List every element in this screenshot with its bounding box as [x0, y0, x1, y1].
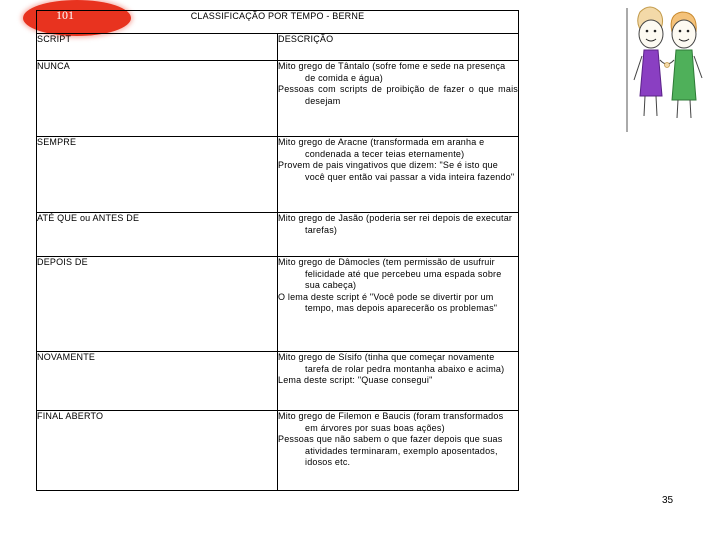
table-header-row — [37, 34, 519, 61]
table-row — [37, 61, 519, 137]
description-cell — [278, 213, 519, 257]
description-line: Pessoas com scripts de proibição de fazer o que mais desejam — [278, 84, 518, 106]
table-row — [37, 257, 519, 352]
header-descricao: DESCRIÇÃO — [278, 34, 519, 61]
description-line: Mito grego de Filemon e Baucis (foram transformados em árvores por suas boas ações) — [278, 411, 504, 433]
table-row — [37, 352, 519, 411]
description-line: Mito grego de Dâmocles (tem permissão de usufruir felicidade até que percebeu uma espada sobre sua cabeça) — [278, 257, 502, 291]
table-title-row — [37, 11, 519, 34]
description-cell — [278, 352, 519, 411]
table-row — [37, 411, 519, 491]
berne-classification-table — [36, 10, 519, 491]
script-cell: FINAL ABERTO — [37, 411, 278, 491]
description-cell — [278, 411, 519, 491]
description-cell — [278, 137, 519, 213]
script-cell: NUNCA — [37, 61, 278, 137]
table-row — [37, 137, 519, 213]
description-line: Lema deste script: "Quase consegui" — [278, 375, 433, 386]
script-cell: NOVAMENTE — [37, 352, 278, 411]
description-line: Mito grego de Tântalo (sofre fome e sede na presença de comida e água) — [278, 61, 506, 83]
table-title: CLASSIFICAÇÃO POR TEMPO - BERNE — [37, 11, 519, 34]
description-line: Mito grego de Sísifo (tinha que começar novamente tarefa de rolar pedra montanha abaixo e acima) — [278, 352, 505, 374]
description-cell — [278, 61, 519, 137]
description-line: Pessoas que não sabem o que fazer depois que suas atividades terminaram, exemplo aposentados, idosos etc. — [278, 434, 503, 468]
script-cell: SEMPRE — [37, 137, 278, 213]
script-cell: DEPOIS DE — [37, 257, 278, 352]
description-line: O lema deste script é "Você pode se divertir por um tempo, mas depois aparecerão os problemas" — [278, 291, 498, 314]
description-line: Mito grego de Aracne (transformada em aranha e condenada a tecer teias eternamente) — [278, 137, 485, 159]
header-script: SCRIPT — [37, 34, 278, 61]
slide-number: 101 — [56, 8, 74, 22]
page-number: 35 — [662, 495, 674, 506]
two-children-drawing — [626, 4, 708, 134]
description-line: Provem de pais vingativos que dizem: "Se é isto que você quer então vai passar a vida inteira fazendo" — [278, 160, 515, 182]
table-row — [37, 213, 519, 257]
description-cell — [278, 257, 519, 352]
description-line: Mito grego de Jasão (poderia ser rei depois de executar tarefas) — [278, 213, 513, 235]
script-cell: ATÉ QUE ou ANTES DE — [37, 213, 278, 257]
